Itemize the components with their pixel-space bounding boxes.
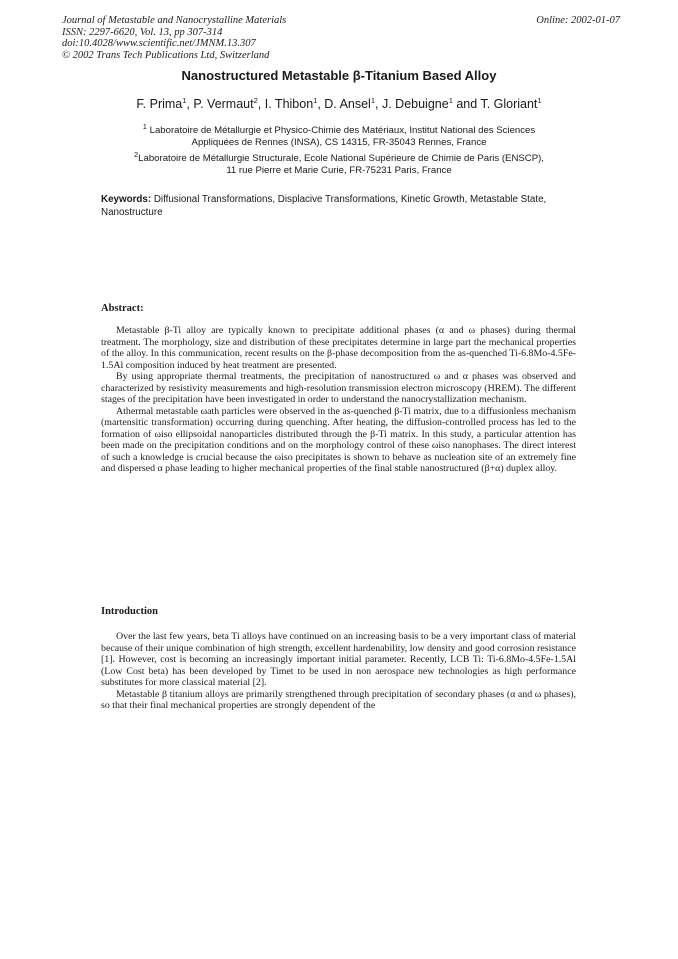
author-list: [0, 96, 678, 111]
author-affiliation-mark: 1: [537, 96, 542, 105]
copyright-line: © 2002 Trans Tech Publications Ltd, Switzerland: [62, 49, 270, 61]
author: P. Vermaut: [193, 97, 254, 112]
author-affiliation-mark: 2: [253, 96, 258, 105]
affiliation-mark: 1: [142, 122, 147, 131]
affiliation-2: [0, 149, 678, 178]
abstract-paragraph: Metastable β-Ti alloy are typically known to precipitate additional phases (α and ω phases) during thermal treatment. The morphology, size and distribution of these precipitates determine in large part the mechanical properties of the alloy. In this communication, recent results on the β-phase decomposition from the as-quenched Ti-6.8Mo-4.5Fe-1.5Al composition induced by heat treatment are presented.: [101, 325, 576, 371]
journal-name: Journal of Metastable and Nanocrystalline Materials: [62, 15, 287, 26]
affiliation-mark: 2: [134, 150, 139, 159]
author-separator: ,: [186, 97, 194, 112]
abstract-heading: Abstract:: [101, 303, 144, 314]
issn-line: ISSN: 2297-6620, Vol. 13, pp 307-314: [62, 26, 223, 38]
introduction-paragraph: Metastable β titanium alloys are primarily strengthened through precipitation of secondary phases (α and ω phases), so that their final mechanical properties are strongly dependent of the: [101, 688, 576, 711]
author: J. Debuigne: [381, 97, 449, 112]
affiliation-line: Laboratoire de Métallurgie Structurale, Ecole National Supérieure de Chimie de Paris (ENSCP),: [138, 153, 544, 165]
abstract-body: [101, 325, 576, 475]
affiliation-line: 11 rue Pierre et Marie Curie, FR-75231 Paris, France: [226, 165, 452, 177]
abstract-paragraph: Athermal metastable ωath particles were observed in the as-quenched β-Ti matrix, due to a diffusionless mechanism (martensitic transformation) occurring during quenching. After heating, the diffusion-controlled process has led to the formation of ωiso ellipsoidal nanoparticles distributed through the β-Ti matrix. In this study, a particular attention has been made on the precipitation conditions and on the morphology control of these ωiso nanophases. The direct interest of such a knowledge is crucial because the ωiso precipitates is shown to behave as nucleation site of an extremely fine and dispersed α phase leading to higher mechanical properties of the final stable nanostructured (β+α) duplex alloy.: [101, 405, 576, 474]
online-date: Online: 2002-01-07: [536, 15, 620, 26]
author-affiliation-mark: 1: [182, 96, 187, 105]
author-affiliation-mark: 1: [370, 96, 376, 105]
introduction-body: [101, 631, 576, 712]
keywords-label: Keywords:: [101, 194, 152, 205]
affiliation-line: Laboratoire de Métallurgie et Physico-Chimie des Matériaux, Institut National des Sciences: [149, 125, 536, 137]
author: T. Gloriant: [480, 97, 538, 112]
author: D. Ansel: [324, 97, 371, 112]
author-affiliation-mark: 1: [448, 96, 453, 105]
author-affiliation-mark: 1: [313, 96, 318, 105]
affiliation-line: Appliquées de Rennes (INSA), CS 14315, FR-35043 Rennes, France: [191, 137, 487, 149]
introduction-heading: Introduction: [101, 606, 158, 617]
author-separator: ,: [257, 97, 265, 112]
author-and: and: [452, 97, 481, 112]
keywords-text: Diffusional Transformations, Displacive Transformations, Kinetic Growth, Metastable State, Nanostructure: [101, 194, 547, 218]
abstract-paragraph: By using appropriate thermal treatments, the precipitation of nanostructured ω and α phases was observed and characterized by resistivity measurements and high-resolution transmission electron microscopy (HREM). The different stages of the precipitation have been investigated in order to understand the nanocrystallization mechanism.: [101, 371, 576, 405]
author-separator: ,: [375, 97, 382, 112]
affiliation-1: [0, 121, 678, 150]
author-separator: ,: [317, 97, 325, 112]
keywords: [101, 194, 571, 219]
paper-title: Nanostructured Metastable β-Titanium Based Alloy: [181, 68, 497, 83]
author: I. Thibon: [264, 97, 314, 112]
author: F. Prima: [136, 97, 183, 112]
introduction-paragraph: Over the last few years, beta Ti alloys have continued on an increasing basis to be a very important class of material because of their unique combination of high strength, excellent hardenability, low density and good corrosion resistance [1]. However, cost is becoming an increasingly important initial parameter. Recently, LCB Ti: Ti-6.8Mo-4.5Fe-1.5Al (Low Cost beta) has been developed by Timet to be used in non aerospace new technologies as high performance substitutes for more classical material [2].: [101, 631, 576, 688]
doi-line: doi:10.4028/www.scientific.net/JMNM.13.307: [62, 38, 256, 50]
